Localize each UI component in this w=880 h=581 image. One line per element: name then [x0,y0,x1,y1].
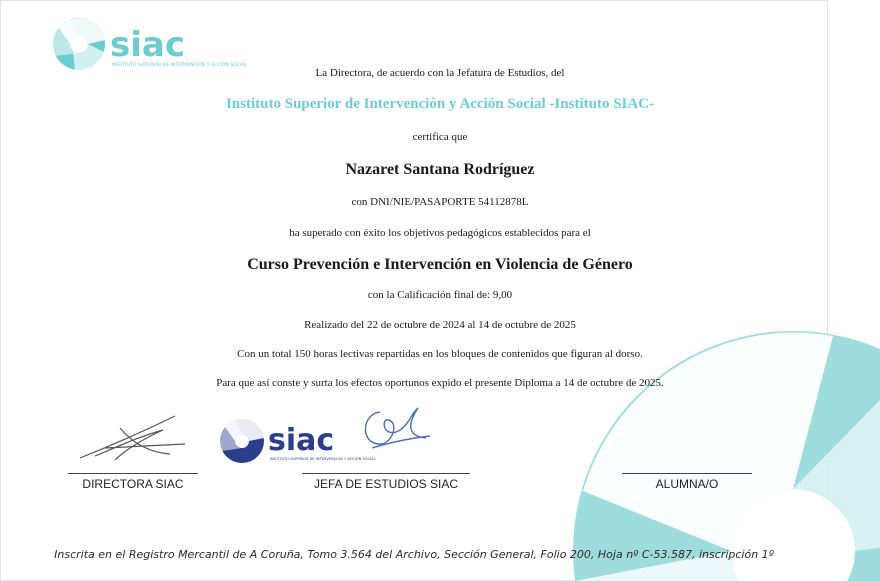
student-signature-line [622,473,752,474]
stamp-subtitle: INSTITUTO SUPERIOR DE INTERVENCIÓN Y ACCIÓN SOCIAL [270,457,376,461]
student-name: Nazaret Santana Rodríguez [345,161,535,178]
registry-footer: Inscrita en el Registro Mercantil de A Coruña, Tomo 3.564 del Archivo, Sección General, Folio 200, Hoja nº C-53.587, inscripción 1º [54,548,774,561]
logo-subtitle: INSTITUTO SUPERIOR DE INTERVENCIÓN Y ACCIÓN SOCIAL [112,63,247,68]
head-of-studies-signature [352,402,432,454]
director-signature [75,408,190,468]
student-label: ALUMNA/O [655,477,719,491]
intro-text: La Directora, de acuerdo con la Jefatura de Estudios, del [315,67,565,79]
conste-line: Para que así conste y surta los efectos oportunos expido el presente Diploma a 14 de octubre de 2025. [216,377,664,389]
id-line: con DNI/NIE/PASAPORTE 54112878L [351,196,529,208]
institute-name: Instituto Superior de Intervención y Acción Social -Instituto SIAC- [225,96,655,112]
director-signature-line [68,473,198,474]
head-of-studies-signature-line [302,473,470,474]
course-title: Curso Prevención e Intervención en Violencia de Género [247,256,633,273]
head-of-studies-label: JEFA DE ESTUDIOS SIAC [313,477,459,491]
stamp-wordmark: siac [268,423,335,458]
logo-wordmark: siac [110,25,185,65]
grade-line: con la Calificación final de: 9,00 [367,289,513,301]
director-label: DIRECTORA SIAC [82,477,184,491]
hours-line: Con un total 150 horas lectivas repartidas en los bloques de contenidos que figuran al dorso. [237,348,643,360]
superado-text: ha superado con éxito los objetivos pedagógicos establecidos para el [289,227,591,239]
decorative-swirl [578,336,828,581]
dates-line: Realizado del 22 de octubre de 2024 al 14 de octubre de 2025 [304,319,576,331]
swirl-icon [52,18,105,70]
siac-stamp-logo [218,416,376,468]
certifica-text: certifica que [412,131,468,143]
